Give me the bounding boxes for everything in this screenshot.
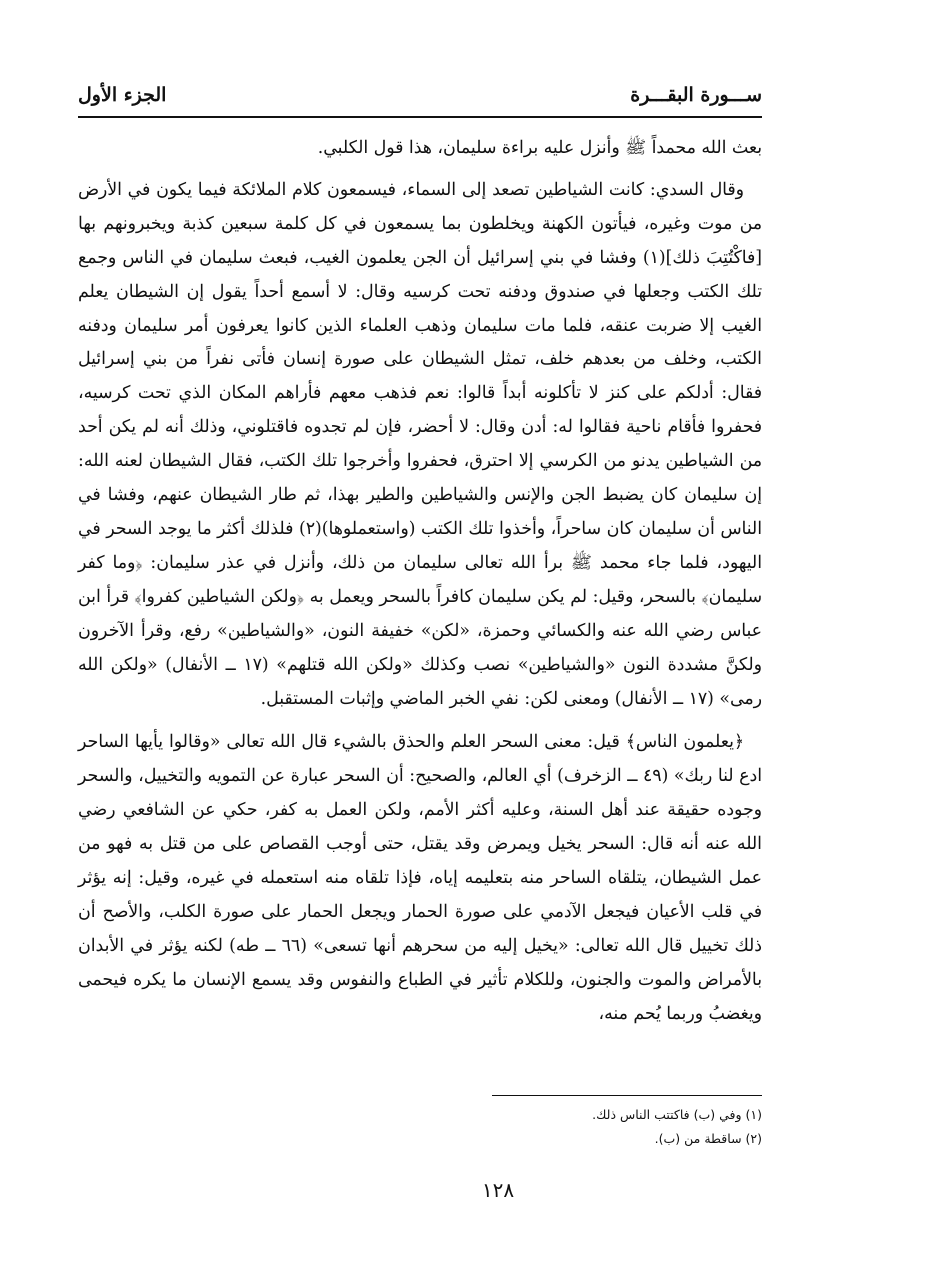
paragraph-2: وقال السدي: كانت الشياطين تصعد إلى السماء، فيسمعون كلام الملائكة فيما يكون في الأرض من موت وغيره، فيأتون الكهنة ويخلطون بما يسمعون في كل كلمة سبعين كذبة ويخبرونهم بها [فاكْتُتِبَ ذلك](١) وفشا في بني إسرائيل أن الجن يعلمون الغيب، فبعث سليمان في الناس وجمع تلك الكتب وجعلها في صندوق ودفنه تحت كرسيه وقال: لا أسمع أحداً يقول إن الشيطان يعلم الغيب إلا ضربت عنقه، فلما مات سليمان وذهب العلماء الذين كانوا يعرفون أمر سليمان ودفنه الكتب، وخلف من بعدهم خلف، تمثل الشيطان على صورة إنسان فأتى نفراً من بني إسرائيل فقال: أدلكم على كنز لا تأكلونه أبداً قالوا: نعم فذهب معهم فأراهم المكان الذي تحت كرسيه، فحفروا فأقام ناحية فقالوا له: أدن وقال: لا أحضر، فإن لم تجدوه فاقتلوني، وذلك أنه لم يكن أحد من الشياطين يدنو من الكرسي إلا احترق، فحفروا وأخرجوا تلك الكتب، فقال الشيطان لعنه الله: إن سليمان كان يضبط الجن والإنس والشياطين والطير بهذا، ثم طار الشيطان عنهم، وفشا في الناس أن سليمان كان ساحراً، وأخذوا تلك الكتب (واستعملوها)(٢) فلذلك أكثر ما يوجد السحر في اليهود، فلما جاء محمد ﷺ برأ الله تعالى سليمان من ذلك، وأنزل في عذر سليمان: ﴿وما كفر سليمان﴾ بالسحر، وقيل: لم يكن سليمان كافراً بالسحر ويعمل به ﴿ولكن الشياطين كفروا﴾ قرأ ابن عباس رضي الله عنه والكسائي وحمزة، «لكن» خفيفة النون، «والشياطين» رفع، وقرأ الآخرون ولكنَّ مشددة النون «والشياطين» نصب وكذلك «ولكن الله قتلهم» (١٧ ــ الأنفال) «ولكن الله رمى» (١٧ ــ الأنفال) ومعنى لكن: نفي الخبر الماضي وإثبات المستقبل.	[78, 179, 763, 709]
main-text	[78, 132, 762, 1032]
surah-title: ســـورة البقـــرة	[630, 84, 762, 106]
footnote-rule	[492, 1095, 762, 1096]
footnotes	[78, 1103, 762, 1151]
page-number-wrap	[0, 1178, 932, 1202]
paragraph-3: ﴿يعلمون الناس﴾ قيل: معنى السحر العلم والحذق بالشيء قال الله تعالى «وقالوا يأيها الساحر ادع لنا ربك» (٤٩ ــ الزخرف) أي العالم، والصحيح: أن السحر عبارة عن التمويه والتخييل، والسحر وجوده حقيقة عند أهل السنة، وعليه أكثر الأمم، ولكن العمل به كفر، حكي عن الشافعي رضي الله عنه أنه قال: السحر يخيل ويمرض وقد يقتل، حتى أوجب القصاص على من قتل به فهو من عمل الشيطان، يتلقاه الساحر منه بتعليمه إياه، فإذا تلقاه منه استعمله في غيره، وقيل: إنه يؤثر في قلب الأعيان فيجعل الآدمي على صورة الحمار ويجعل الحمار على صورة الكلب، والأصح أن ذلك تخييل قال الله تعالى: «يخيل إليه من سحرهم أنها تسعى» (٦٦ ــ طه) لكنه يؤثر في الأبدان بالأمراض والموت والجنون، وللكلام تأثير في الطباع والنفوس وقد يسمع الإنسان ما يكره فيحمى ويغضبُ وربما يُحم منه،	[78, 732, 762, 1024]
running-header	[78, 76, 762, 106]
footnote-1: (١) وفي (ب) فاكتتب الناس ذلك.	[592, 1107, 762, 1122]
page-number: ١٢٨	[481, 1178, 515, 1202]
footnote-2: (٢) ساقطة من (ب).	[654, 1131, 762, 1146]
header-rule	[78, 116, 762, 118]
paragraph-1: بعث الله محمداً ﷺ وأنزل عليه براءة سليمان، هذا قول الكلبي.	[317, 138, 762, 158]
part-title: الجزء الأول	[78, 84, 167, 106]
